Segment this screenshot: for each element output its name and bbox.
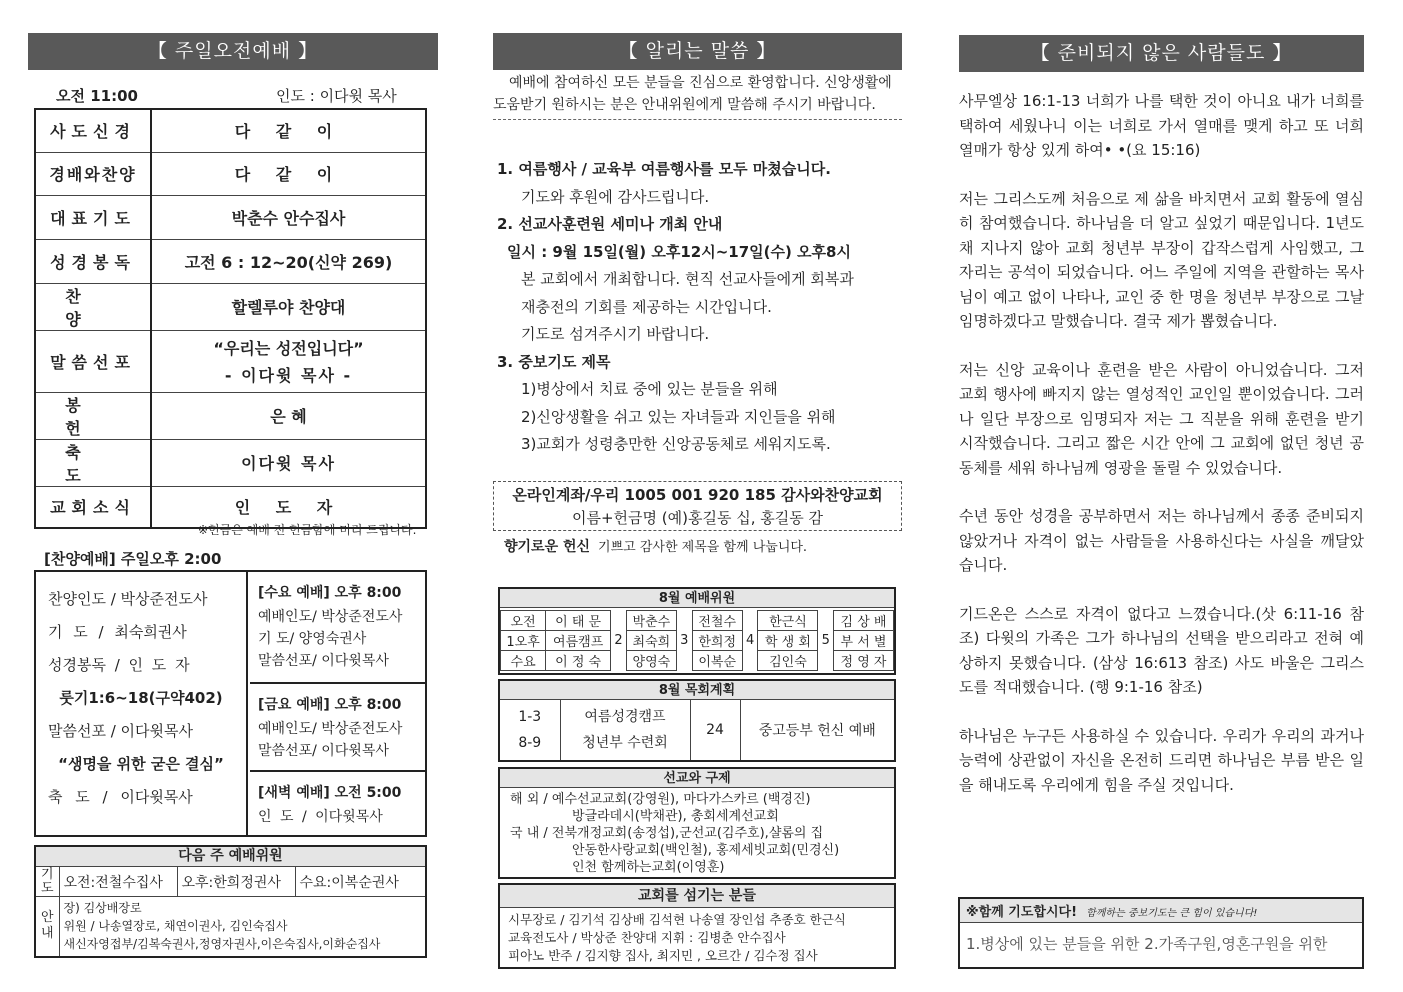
mission-line: 국 내 / 전북개정교회(송정섭),군선교(김주호),샬롬의 집 xyxy=(510,826,824,841)
order-value: 고전 6 : 12~20(신약 269) xyxy=(151,239,426,283)
sermon-title: “우리는 성전입니다” xyxy=(213,339,364,358)
guide-line: 위원 / 나송열장로, 채연이권사, 김인숙집사 xyxy=(63,919,288,934)
order-value: 이다윗 목사 xyxy=(151,439,426,486)
intro-box xyxy=(493,72,902,120)
prayer-label: 기도 xyxy=(35,867,59,897)
offering-text: 기쁘고 감사한 제목을 함께 나눕니다. xyxy=(598,540,808,555)
order-value xyxy=(151,330,426,392)
mission-line: 인천 함께하는교회(이영훈) xyxy=(572,860,725,875)
order-label: 대표기도 xyxy=(35,195,151,239)
meditation-para: 기드온은 스스로 자격이 없다고 느꼈습니다.(삿 6:11-16 참조) 다윗의 가족은 그가 하나님의 선택을 받으리라고 전혀 예상하지 못했습니다. (삼상 16:613 참조) 사도 바울은 그리스도를 적대했습니다. (행 9:1-16 참조) xyxy=(959,604,1364,696)
announcements-header: 【 알리는 말씀 】 xyxy=(493,33,902,70)
prayer-wed: 수요:이복순권사 xyxy=(295,867,426,897)
order-value: 할렐루야 찬양대 xyxy=(151,283,426,330)
aug-cell: 김 상 배 xyxy=(834,611,894,631)
praise-item: 축 도 / 이다윗목사 xyxy=(48,788,193,806)
aug-cell: 여름캠프 xyxy=(546,631,611,651)
praise-item: 말씀선포 / 이다윗목사 xyxy=(48,722,194,740)
aug-cell: 정 영 자 xyxy=(834,651,894,671)
next-week-title: 다음 주 예배위원 xyxy=(35,846,426,867)
worship-leader: 인도 : 이다윗 목사 xyxy=(276,87,397,105)
order-label: 찬 양 xyxy=(35,283,151,330)
fri-line: 말씀선포/ 이다윗목사 xyxy=(258,743,389,759)
plan-event: 중고등부 헌신 예배 xyxy=(758,723,876,739)
aug-cell: 김인숙 xyxy=(758,651,818,671)
aug-cell: 오전 xyxy=(501,611,546,631)
guide-line: 새신자영접부/김복숙권사,정영자권사,이은숙집사,이화순집사 xyxy=(63,937,381,952)
guide-line: 장) 김상배장로 xyxy=(63,901,142,916)
order-value: 은 혜 xyxy=(151,392,426,439)
ann-line: 기도로 섬겨주시기 바랍니다. xyxy=(521,325,710,343)
dawn-line: 인 도 / 이다윗목사 xyxy=(258,809,383,825)
guide-label: 안내 xyxy=(35,897,59,957)
order-label: 말씀선포 xyxy=(35,330,151,392)
ann-line: 1)병상에서 치료 중에 있는 분들을 위해 xyxy=(521,380,778,398)
mission-line: 안동한사랑교회(백인철), 홍제세빗교회(민경신) xyxy=(572,843,840,858)
ann-line: 3. 중보기도 제목 xyxy=(497,352,611,371)
aug-cell: 최숙희 xyxy=(626,631,676,651)
prayer-am: 오전:전철수집사 xyxy=(59,867,177,897)
mission-line: 방글라데시(박채관), 총회세계선교회 xyxy=(572,809,779,824)
mission-title: 선교와 구제 xyxy=(500,769,894,788)
meditation-para: 수년 동안 성경을 공부하면서 저는 하나님께서 종종 준비되지 않았거나 자격이 없는 사람들을 사용하신다는 사실을 깨달았습니다. xyxy=(959,507,1364,574)
intro-line: 예배에 참여하신 모든 분들을 진심으로 환영합니다. 신앙생활에 xyxy=(509,75,892,91)
meditation-header: 【 준비되지 않은 사람들도 】 xyxy=(959,35,1364,72)
order-value: 인 도 자 xyxy=(151,486,426,528)
ann-line: 1. 여름행사 / 교육부 여름행사를 모두 마쳤습니다. xyxy=(497,160,831,178)
announcements-list xyxy=(497,156,907,459)
wed-line: 예배인도/ 박상준전도사 xyxy=(258,609,403,625)
aug-week: 4 xyxy=(746,633,755,648)
plan-date: 1-3 xyxy=(518,709,542,725)
aug-cell: 양영숙 xyxy=(626,651,676,671)
august-servers-box xyxy=(498,587,896,675)
fri-line: 예배인도/ 박상준전도사 xyxy=(258,721,403,737)
offering-row xyxy=(504,536,807,556)
ann-line: 3)교회가 성령충만한 신앙공동체로 세워지도록. xyxy=(521,435,831,453)
order-value: 다 같 이 xyxy=(151,109,426,152)
ann-line: 기도와 후원에 감사드립니다. xyxy=(521,187,710,206)
plan-date: 24 xyxy=(690,700,740,760)
worship-header: 【 주일오전예배 】 xyxy=(28,33,438,70)
mission-box xyxy=(498,767,896,879)
fri-title: [금요 예배] 오후 8:00 xyxy=(258,697,402,713)
meditation-para: 저는 그리스도께 처음으로 제 삶을 바치면서 교회 활동에 열심히 참여했습니다. 하나님을 더 알고 싶었기 때문입니다. 1년도 채 지나지 않아 교회 청년부 부장이 갑작스럽게 사임했고, 그 자리는 공석이 되었습니다. 어느 주일에 지역을 관할하는 목사님이 예고 없이 나타나, 교인 중 한 명을 청년부 부장으로 그날 임명하겠다고 말했습니다. 결국 제가 뽑혔습니다. xyxy=(959,189,1364,330)
prayer-subtitle: 함께하는 중보기도는 큰 힘이 있습니다! xyxy=(1086,908,1258,919)
august-servers-table xyxy=(500,610,894,671)
august-servers-title: 8월 예배위원 xyxy=(500,589,894,608)
aug-cell: 부 서 별 xyxy=(834,631,894,651)
account-line: 온라인계좌/우리 1005 001 920 185 감사와찬양교회 xyxy=(512,486,883,504)
prayer-box xyxy=(958,897,1364,969)
praise-item: 기 도 / 최숙희권사 xyxy=(48,623,187,641)
offering-note: ※헌금은 예배 전 헌금함에 미리 드립니다. xyxy=(198,523,417,537)
order-value: 다 같 이 xyxy=(151,152,426,195)
order-label: 봉 헌 xyxy=(35,392,151,439)
aug-week: 3 xyxy=(680,633,689,648)
aug-cell: 학 생 회 xyxy=(758,631,818,651)
plan-date: 8-9 xyxy=(518,735,542,751)
weekly-services-box xyxy=(34,570,427,837)
intro-line: 도움받기 원하시는 분은 안내위원에게 말씀해 주시기 바랍니다. xyxy=(493,97,876,113)
order-label: 축 도 xyxy=(35,439,151,486)
ann-line: 2. 선교사훈련원 세미나 개최 안내 xyxy=(497,215,723,233)
order-label: 경배와찬양 xyxy=(35,152,151,195)
prayer-pm: 오후:한희정권사 xyxy=(177,867,295,897)
servers-line: 시무장로 / 김기석 김상배 김석현 나송열 장인섭 추종호 한근식 xyxy=(508,912,846,927)
aug-cell: 이복순 xyxy=(692,651,742,671)
praise-item: 성경봉독 / 인 도 자 xyxy=(48,656,190,674)
dawn-title: [새벽 예배] 오전 5:00 xyxy=(258,785,402,801)
praise-item: 찬양인도 / 박상준전도사 xyxy=(48,590,208,608)
august-plan-title: 8월 목회계획 xyxy=(500,681,894,700)
plan-event: 여름성경캠프 xyxy=(584,709,666,725)
prayer-text: 1.병상에 있는 분들을 위한 2.가족구원,영혼구원을 위한 xyxy=(966,935,1328,953)
aug-cell: 박춘수 xyxy=(626,611,676,631)
account-example: 이름+헌금명 (예)홍길동 십, 홍길동 감 xyxy=(572,509,823,527)
mission-line: 해 외 / 예수선교교회(강영원), 마다가스카르 (백경진) xyxy=(510,792,811,807)
aug-cell: 1오후 xyxy=(501,631,546,651)
praise-worship-list xyxy=(36,572,248,835)
order-label: 교회소식 xyxy=(35,486,151,528)
aug-cell: 한희정 xyxy=(692,631,742,651)
servers-line: 피아노 반주 / 김지향 집사, 최지민 , 오르간 / 김수정 집사 xyxy=(508,948,818,963)
account-box xyxy=(493,481,902,531)
ann-line: 일시 : 9월 15일(월) 오후12시~17일(수) 오후8시 xyxy=(507,242,851,261)
august-plan-box xyxy=(498,679,896,762)
order-label: 사도신경 xyxy=(35,109,151,152)
aug-cell: 수요 xyxy=(501,651,546,671)
servers-box xyxy=(498,883,896,969)
servers-title: 교회를 섬기는 분들 xyxy=(500,885,894,908)
meditation-para: 하나님은 누구든 사용하실 수 있습니다. 우리가 우리의 과거나 능력에 상관없이 자신을 온전히 드리면 하나님은 부름 받은 일을 해내도록 우리에게 힘을 주실 것입니다. xyxy=(959,726,1364,794)
ann-line: 재충전의 기회를 제공하는 시간입니다. xyxy=(521,297,772,316)
offering-title: 향기로운 헌신 xyxy=(504,539,591,555)
ann-line: 본 교회에서 개최합니다. 현직 선교사들에게 회복과 xyxy=(521,270,854,288)
august-plan-table xyxy=(500,700,894,760)
aug-cell: 전철수 xyxy=(692,611,742,631)
order-label: 성경봉독 xyxy=(35,239,151,283)
prayer-title: ※함께 기도합시다! xyxy=(966,905,1077,920)
wed-line: 말씀선포/ 이다윗목사 xyxy=(258,653,389,669)
wed-title: [수요 예배] 오후 8:00 xyxy=(258,585,402,601)
aug-week: 2 xyxy=(614,633,623,648)
ann-line: 2)신앙생활을 쉬고 있는 자녀들과 지인들을 위해 xyxy=(521,407,836,426)
order-value: 박춘수 안수집사 xyxy=(151,195,426,239)
meditation-para: 저는 신앙 교육이나 훈련을 받은 사람이 아니었습니다. 그저 교회 행사에 빠지지 않는 열성적인 교인일 뿐이었습니다. 그러나 일단 부장으로 임명되자 저는 그 직분을 위해 훈련을 받기 시작했습니다. 그리고 짧은 시간 안에 그 교회에 없던 청년 공동체를 세워 하나님께 영광을 돌릴 수 있었습니다. xyxy=(959,360,1364,477)
next-week-servers xyxy=(34,845,427,958)
meditation-para: 사무엘상 16:1-13 너희가 나를 택한 것이 아니요 내가 너희를 택하여 세웠나니 이는 너희로 가서 열매를 맺게 하고 또 너희 열매가 항상 있게 하여• •(요 15:16) xyxy=(959,92,1364,159)
aug-week: 5 xyxy=(821,633,830,648)
praise-item: “생명을 위한 굳은 결심” xyxy=(58,755,224,773)
servers-line: 교육전도사 / 박상준 찬양대 지휘 : 김병춘 안수집사 xyxy=(508,930,786,945)
midweek-services xyxy=(250,572,425,828)
aug-cell: 한근식 xyxy=(758,611,818,631)
plan-event: 청년부 수련회 xyxy=(582,735,668,751)
meditation-body xyxy=(959,89,1364,797)
praise-item: 룻기1:6~18(구약402) xyxy=(59,689,223,707)
aug-cell: 이 정 숙 xyxy=(546,651,611,671)
aug-cell: 이 태 문 xyxy=(546,611,611,631)
wed-line: 기 도/ 양영숙권사 xyxy=(258,631,367,647)
sermon-preacher: - 이다윗 목사 - xyxy=(224,366,353,385)
worship-order-table xyxy=(34,108,427,529)
worship-time: 오전 11:00 xyxy=(56,87,138,105)
praise-worship-title: [찬양예배] 주일오후 2:00 xyxy=(44,550,222,568)
